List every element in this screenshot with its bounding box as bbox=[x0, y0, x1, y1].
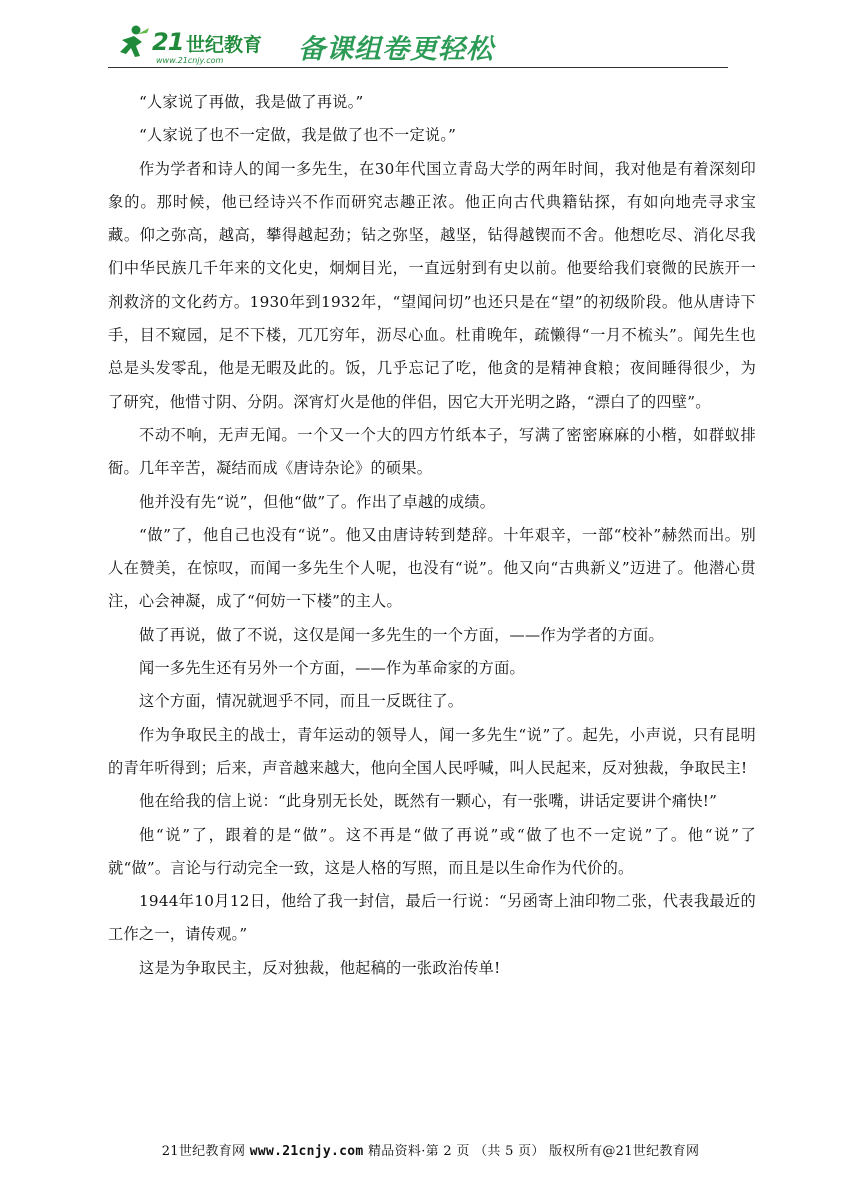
paragraph: 这是为争取民主，反对独裁，他起稿的一张政治传单! bbox=[139, 958, 501, 977]
paragraph: 他在给我的信上说：“此身别无长处，既然有一颗心，有一张嘴，讲话定要讲个痛快!” bbox=[139, 792, 718, 811]
page-header bbox=[108, 18, 728, 70]
paragraph: “做”了，他自己也没有“说”。他又由唐诗转到楚辞。十年艰辛，一部“校补”赫然而出。别人在赞美，在惊叹，而闻一多先生个人呢，也没有“说”。他又向“古典新义”迈进了。他潜心贯注，心会神凝，成了“何妨一下楼”的主人。 bbox=[108, 525, 756, 611]
logo-text: 世纪教育 bbox=[186, 34, 263, 56]
paragraph: “人家说了也不一定做，我是做了也不一定说。” bbox=[139, 126, 457, 145]
paragraph: 作为争取民主的战士，青年运动的领导人，闻一多先生“说”了。起先，小声说，只有昆明的青年听得到；后来，声音越来越大，他向全国人民呼喊，叫人民起来，反对独裁，争取民主! bbox=[108, 725, 756, 777]
logo-url: www.21cnjy.com bbox=[156, 56, 224, 65]
logo-number: 21 bbox=[152, 28, 184, 56]
paragraph: 他并没有先“说”，但他“做”了。作出了卓越的成绩。 bbox=[139, 492, 496, 511]
paragraph: “人家说了再做，我是做了再说。” bbox=[139, 93, 364, 111]
paragraph: 他“说”了，跟着的是“做”。这不再是“做了再说”或“做了也不一定说”了。他“说”了就“做”。言论与行动完全一致，这是人格的写照，而且是以生命作为代价的。 bbox=[108, 825, 756, 877]
page-footer bbox=[0, 1140, 861, 1159]
paragraph: 这个方面，情况就迥乎不同，而且一反既往了。 bbox=[139, 692, 464, 711]
footer-url[interactable]: www.21cnjy.com bbox=[249, 1144, 364, 1159]
footer-info: 精品资料·第 2 页 （共 5 页） 版权所有@21世纪教育网 bbox=[368, 1144, 700, 1159]
paragraph: 做了再说，做了不说，这仅是闻一多先生的一个方面，——作为学者的方面。 bbox=[139, 625, 664, 644]
runner-logo-icon bbox=[116, 24, 150, 62]
paragraph: 作为学者和诗人的闻一多先生，在30年代国立青岛大学的两年时间，我对他是有着深刻印象的。那时候，他已经诗兴不作而研究志趣正浓。他正向古代典籍钻探，有如向地壳寻求宝藏。仰之弥高，越高，攀得越起劲；钻之弥坚，越坚，钻得越锲而不舍。他想吃尽、消化尽我们中华民族几千年来的文化史，炯炯目光，一直远射到有史以前。他要给我们衰微的民族开一剂救济的文化药方。1930年到1932年，“望闻问切”也还只是在“望”的初级阶段。他从唐诗下手，目不窥园，足不下楼，兀兀穷年，沥尽心血。杜甫晚年，疏懒得“一月不梳头”。闻先生也总是头发零乱，他是无暇及此的。饭，几乎忘记了吃，他贪的是精神食粮；夜间睡得很少，为了研究，他惜寸阴、分阴。深宵灯火是他的伴侣，因它大开光明之路，“漂白了的四壁”。 bbox=[108, 159, 756, 411]
footer-site: 21世纪教育网 bbox=[161, 1144, 246, 1159]
paragraph: 闻一多先生还有另外一个方面，——作为革命家的方面。 bbox=[139, 659, 525, 678]
paragraph: 1944年10月12日，他给了我一封信，最后一行说：“另函寄上油印物二张，代表我最近的工作之一，请传观。” bbox=[108, 892, 756, 944]
header-slogan: 备课组卷更轻松 bbox=[298, 34, 494, 65]
article-body bbox=[108, 86, 756, 985]
header-divider bbox=[108, 67, 728, 68]
paragraph: 不动不响，无声无闻。一个又一个大的四方竹纸本子，写满了密密麻麻的小楷，如群蚁排衙。几年辛苦，凝结而成《唐诗杂论》的硕果。 bbox=[108, 425, 756, 478]
